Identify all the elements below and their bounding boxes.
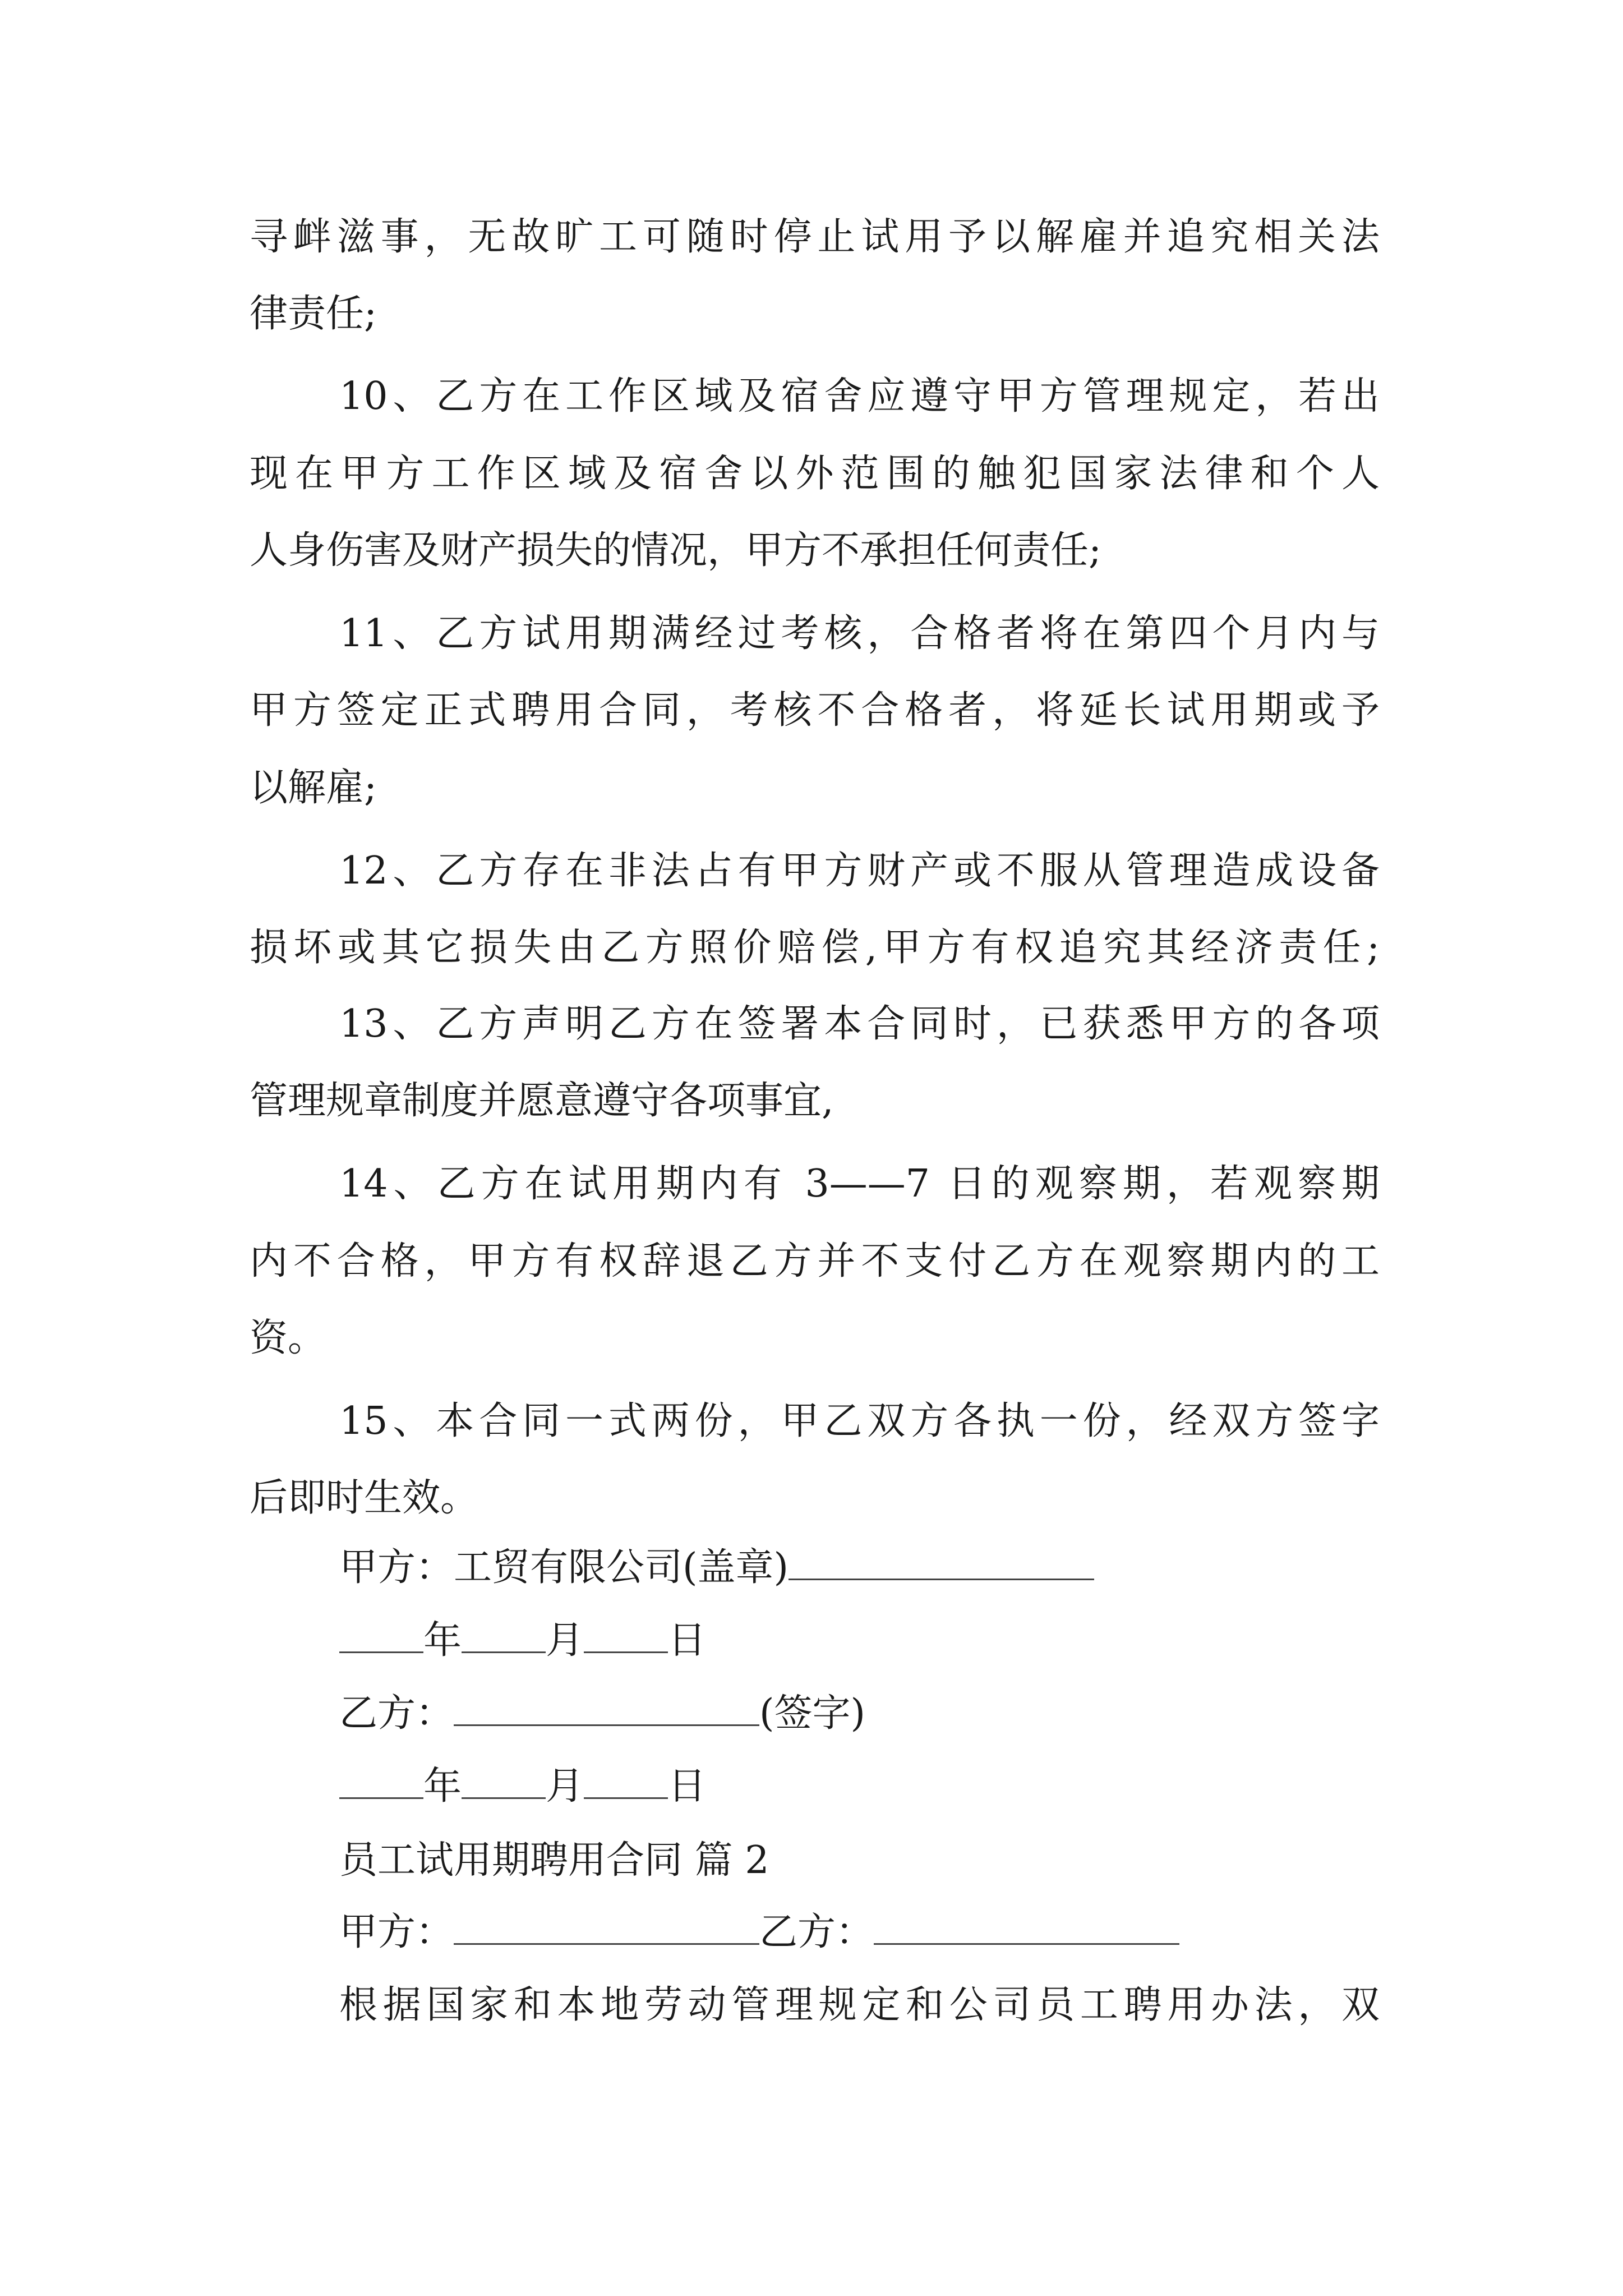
section-2-party-a-label: 甲方： xyxy=(339,1910,454,1954)
clause-12-line-1: 12、乙方存在非法占有甲方财产或不服从管理造成设备 xyxy=(339,849,1380,893)
clause-11-line-1: 11、乙方试用期满经过考核，合格者将在第四个月内与 xyxy=(339,611,1380,656)
clause-10-line-1: 10、乙方在工作区域及宿舍应遵守甲方管理规定，若出 xyxy=(339,374,1380,418)
month-label: 月 xyxy=(546,1618,584,1663)
clause-11-line-2: 甲方签定正式聘用合同，考核不合格者，将延长试用期或予 xyxy=(250,688,1380,733)
party-b-sign-suffix: (签字) xyxy=(759,1691,866,1736)
clause-10-line-2: 现在甲方工作区域及宿舍以外范围的触犯国家法律和个人 xyxy=(250,452,1380,496)
clause-12-line-2: 损坏或其它损失由乙方照价赔偿,甲方有权追究其经济责任; xyxy=(250,926,1380,970)
day-label: 日 xyxy=(668,1618,707,1663)
year-label: 年 xyxy=(423,1618,462,1663)
party-b-sign-blank[interactable] xyxy=(454,1690,759,1726)
clause-14-line-3: 资。 xyxy=(250,1316,326,1360)
party-b-day-blank[interactable] xyxy=(584,1763,668,1799)
party-b-year-blank[interactable] xyxy=(339,1763,423,1799)
clause-15-line-2: 后即时生效。 xyxy=(250,1476,479,1520)
month-label: 月 xyxy=(546,1764,584,1809)
party-a-month-blank[interactable] xyxy=(462,1617,546,1653)
party-b-label: 乙方： xyxy=(339,1691,454,1736)
body-line-1: 寻衅滋事，无故旷工可随时停止试用予以解雇并追究相关法 xyxy=(250,215,1380,259)
party-a-day-blank[interactable] xyxy=(584,1617,668,1653)
party-b-month-blank[interactable] xyxy=(462,1763,546,1799)
party-b-signature-line xyxy=(339,1688,865,1739)
party-a-date-line xyxy=(339,1616,706,1666)
section-2-party-b-label: 乙方： xyxy=(759,1910,874,1954)
clause-15-line-1: 15、本合同一式两份，甲乙双方各执一份，经双方签字 xyxy=(339,1399,1380,1443)
clause-14-line-2: 内不合格，甲方有权辞退乙方并不支付乙方在观察期内的工 xyxy=(250,1239,1380,1283)
day-label: 日 xyxy=(668,1764,707,1809)
year-label: 年 xyxy=(423,1764,462,1809)
party-a-signature-line xyxy=(339,1543,1094,1593)
section-2-intro-line: 根据国家和本地劳动管理规定和公司员工聘用办法，双 xyxy=(339,1983,1380,2027)
clause-10-line-3: 人身伤害及财产损失的情况，甲方不承担任何责任; xyxy=(250,528,1101,573)
section-2-party-b-blank[interactable] xyxy=(874,1908,1179,1945)
clause-14-line-1: 14、乙方在试用期内有 3——7 日的观察期，若观察期 xyxy=(339,1162,1380,1206)
section-2-parties-line xyxy=(339,1907,1179,1958)
section-2-title: 员工试用期聘用合同 篇 2 xyxy=(339,1838,769,1883)
party-a-seal-blank[interactable] xyxy=(789,1544,1094,1580)
party-a-year-blank[interactable] xyxy=(339,1617,423,1653)
clause-13-line-1: 13、乙方声明乙方在签署本合同时，已获悉甲方的各项 xyxy=(339,1002,1380,1046)
body-line-2: 律责任; xyxy=(250,292,377,336)
party-a-label: 甲方：工贸有限公司(盖章) xyxy=(339,1545,789,1590)
party-b-date-line xyxy=(339,1761,706,1812)
clause-11-line-3: 以解雇; xyxy=(250,766,377,810)
section-2-party-a-blank[interactable] xyxy=(454,1908,759,1945)
clause-13-line-2: 管理规章制度并愿意遵守各项事宜, xyxy=(250,1079,834,1123)
